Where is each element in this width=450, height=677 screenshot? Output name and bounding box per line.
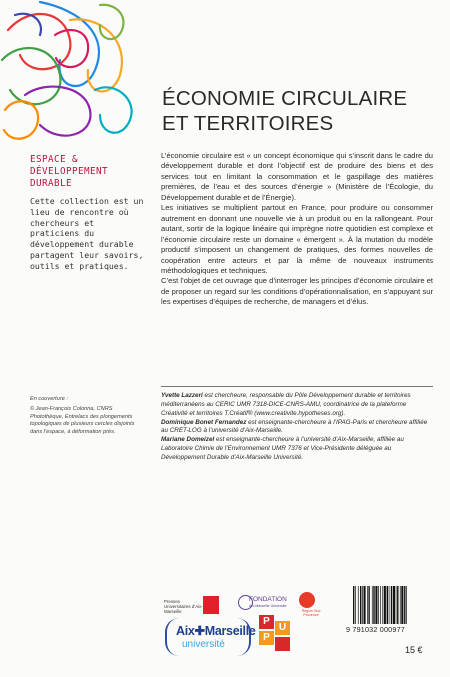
author-name: Yvette Lazzeri [161, 392, 203, 399]
divider [161, 386, 433, 387]
barcode-bar [360, 586, 361, 624]
amu-logo [165, 618, 256, 656]
blurb-paragraph-3: C’est l’objet de cet ouvrage que d’interroger les principes d’économie circulaire et de proposer un regard sur les conditions d’opérationnalisation, en s’appuyant sur les expertises d’équipes de recherche, de managers et d’élus. [161, 276, 433, 307]
barcode-bar [378, 586, 379, 624]
author-name: Mariane Domeizel [161, 436, 215, 444]
barcode-bar [404, 586, 405, 624]
barcode-bar [353, 586, 354, 624]
barcode-bar [355, 586, 356, 624]
author-name: Dominique Bonet Fernandez [161, 418, 247, 426]
barcode-bar [368, 586, 369, 624]
blurb-paragraph-2: Les initiatives se multiplient partout en France, pour produire ou consommer autrement en donnant une nouvelle vie à un produit ou en la rallongeant. Pour autant, sortir de la logique linéaire qui imprègne notre quotidien est complexe et l’économie circulaire reste un domaine « émergent ». À la mutation du modèle productif s’imposent un changement de pratiques, des formes nouvelles de coopération entre acteurs et par là même de nouveaux instruments méthodologiques et techniques. [161, 203, 433, 275]
barcode-bar [396, 586, 397, 624]
region-logo-mark [299, 592, 315, 608]
barcode-bar [373, 586, 374, 624]
price: 15 € [405, 645, 423, 655]
title-line-1: ÉCONOMIE CIRCULAIRE [162, 87, 408, 110]
pup-letter: U [275, 621, 290, 635]
pua-logo-text: Presses Universitaires d’Aix-Marseille [164, 599, 203, 615]
barcode-bar [382, 586, 383, 624]
amu-logo-main: Aix✚Marseille [176, 624, 256, 638]
pup-letter: P [259, 615, 274, 629]
barcode-bar [397, 586, 398, 624]
author-description: est enseignante-chercheure à l’IPAG-Paris et chercheure affiliée au CRET-LOG à l’université d’Aix-Marseille. [161, 418, 428, 435]
author-description: est chercheure, responsable du Pôle Développement durable et territoires méditerranéens au CERIC UMR 7318-DICE-CNRS-AMU, coordinatrice de la plateforme Créativité et territoires T.Créatif® (www.creativite.hypotheses.org). [161, 392, 411, 417]
barcode-number: 9 791032 000977 [346, 625, 405, 634]
blurb-paragraph-1: L’économie circulaire est « un concept économique qui s’inscrit dans le cadre du développement durable et dont l’objectif est de produire des biens et des services tout en limitant la consommation et le gaspillage des matières premières, de l’eau et des sources d’énergie » (Ministère de l’Écologie, du Développement durable et de l’Énergie). [161, 151, 433, 202]
cover-credit: © Jean-François Colonna, CNRS Photothèque, Entrelacs des plongements topologiques de plusieurs cercles disjoints dans l’espace, à déformation près. [30, 406, 135, 435]
fondation-logo-sub: Aix-Marseille Université [249, 604, 287, 608]
region-logo-text: Région Sud Provence [301, 609, 321, 617]
barcode-bar [393, 586, 395, 624]
series-description: Cette collection est un lieu de rencontre où chercheurs et praticiens du développement durable partagent leur savoirs, outils et pratiques. [30, 196, 144, 271]
pua-logo [164, 596, 224, 618]
blurb [161, 151, 433, 308]
barcode-bar [380, 586, 381, 624]
barcode [351, 586, 431, 626]
barcode-bar [364, 586, 366, 624]
author-bio [161, 436, 433, 463]
pua-logo-mark [203, 596, 219, 614]
book-title [162, 86, 432, 136]
title-line-2: ET TERRITOIRES [162, 112, 334, 135]
cover-label: En couverture : [30, 396, 68, 402]
author-bio [161, 392, 433, 419]
region-logo [297, 592, 319, 618]
amu-logo-sub: université [182, 639, 225, 650]
author-bios [161, 392, 433, 463]
barcode-bar [384, 586, 386, 624]
barcode-bar [358, 586, 359, 624]
pup-letter [275, 637, 290, 651]
fondation-logo [238, 594, 293, 616]
fondation-logo-text: FONDATION [249, 596, 287, 603]
pup-letter: P [259, 631, 274, 645]
barcode-bar [391, 586, 392, 624]
barcode-bar [372, 586, 373, 624]
barcode-bar [406, 586, 407, 624]
barcode-bar [362, 586, 363, 624]
pup-logo [259, 615, 290, 659]
author-description: est enseignante-chercheure à l’université d’Aix-Marseille, affiliée au Laboratoire Chimie de l’Environnement UMR 7376 et Vice-Présidente déléguée au Développement Durable d’Aix-Marseille Université. [161, 436, 404, 461]
barcode-bar [400, 586, 401, 624]
barcode-bar [387, 586, 388, 624]
author-bio [161, 419, 433, 437]
barcode-bar [367, 586, 368, 624]
barcode-bar [389, 586, 390, 624]
series-title: ESPACE & DÉVELOPPEMENT DURABLE [30, 154, 108, 189]
barcode-bar [375, 586, 377, 624]
barcode-bar [401, 586, 403, 624]
cover-art-decoration [0, 0, 140, 150]
